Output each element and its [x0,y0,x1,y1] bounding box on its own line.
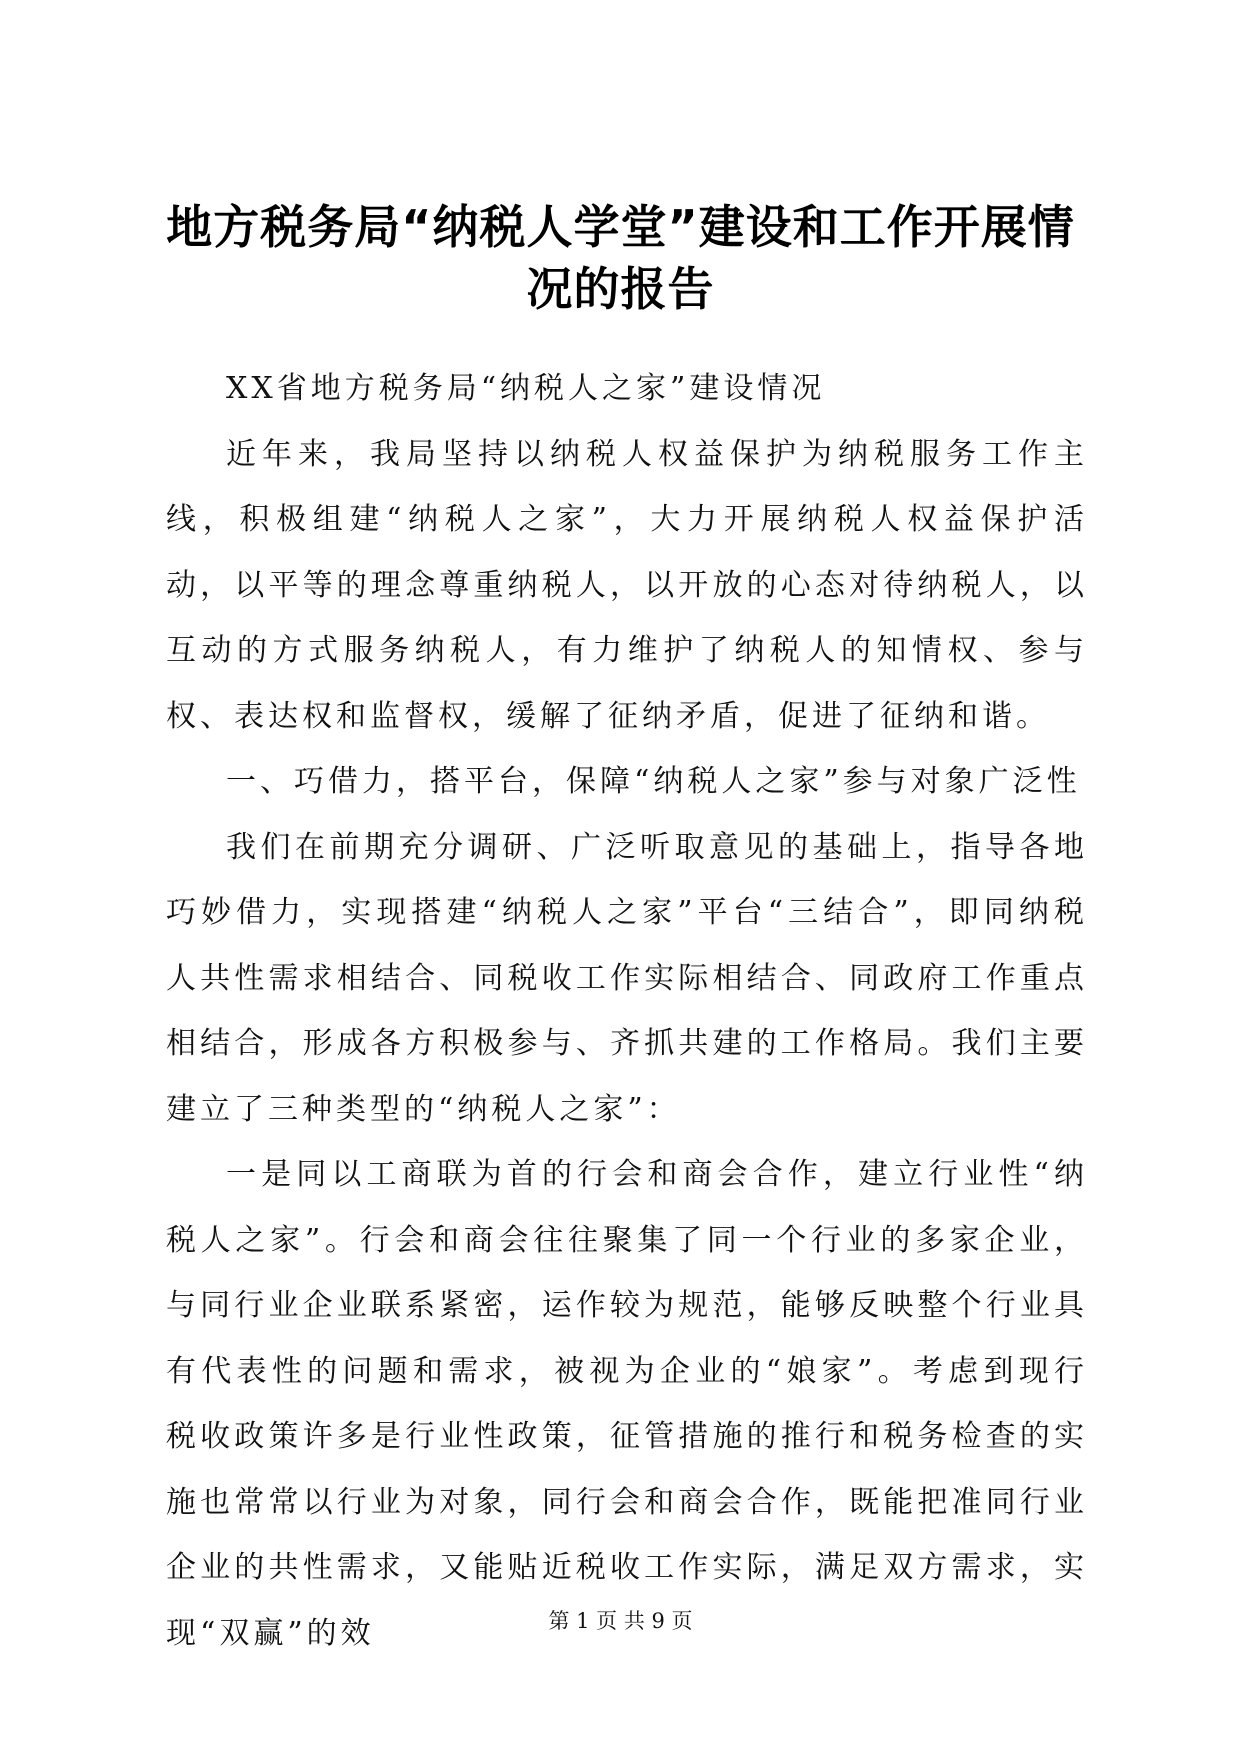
document-title: 地方税务局“纳税人学堂”建设和工作开展情况的报告 [166,200,1075,316]
paragraph-subtitle: XX省地方税务局“纳税人之家”建设情况 [226,371,826,406]
document-body [166,356,1088,1666]
paragraph-section-heading: 一、巧借力，搭平台，保障“纳税人之家”参与对象广泛性 [226,764,1081,799]
paragraph-intro: 近年来，我局坚持以纳税人权益保护为纳税服务工作主线，积极组建“纳税人之家”，大力开展纳税人权益保护活动，以平等的理念尊重纳税人，以开放的心态对待纳税人，以互动的方式服务纳税人，有力维护了纳税人的知情权、参与权、表达权和监督权，缓解了征纳矛盾，促进了征纳和谐。 [166,436,1088,734]
paragraph-first-type: 一是同以工商联为首的行会和商会合作，建立行业性“纳税人之家”。行会和商会往往聚集了同一个行业的多家企业，与同行业企业联系紧密，运作较为规范，能够反映整个行业具有代表性的问题和需求，被视为企业的“娘家”。考虑到现行税收政策许多是行业性政策，征管措施的推行和税务检查的实施也常常以行业为对象，同行会和商会合作，既能把准同行业企业的共性需求，又能贴近税收工作实际，满足双方需求，实现“双赢”的效 [166,1157,1088,1651]
page-footer: 第 1 页 共 9 页 [548,1609,693,1633]
paragraph-section-body: 我们在前期充分调研、广泛听取意见的基础上，指导各地巧妙借力，实现搭建“纳税人之家”平台“三结合”，即同纳税人共性需求相结合、同税收工作实际相结合、同政府工作重点相结合，形成各方积极参与、齐抓共建的工作格局。我们主要建立了三种类型的“纳税人之家”： [166,829,1088,1127]
